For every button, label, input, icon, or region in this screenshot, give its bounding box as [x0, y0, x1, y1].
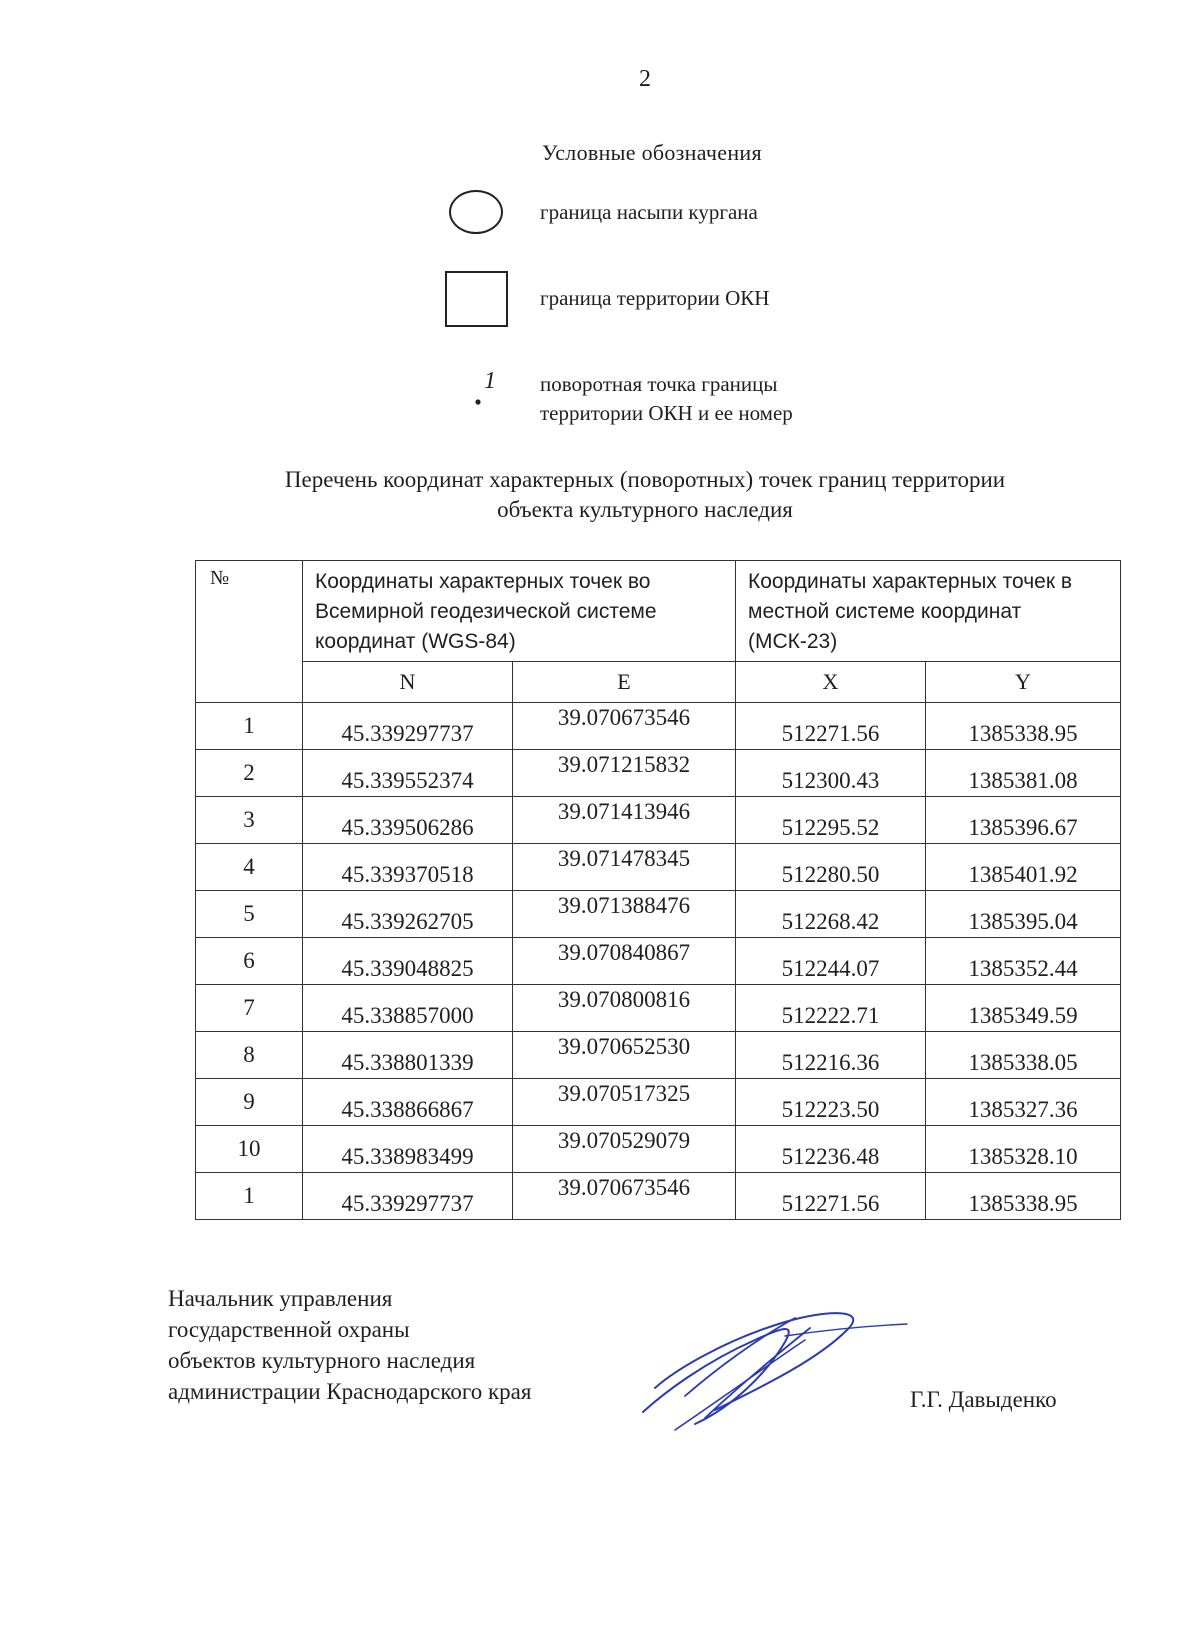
point-number: 1: [484, 368, 496, 394]
table-row: [196, 703, 1121, 750]
cell-y: 1385338.95: [926, 703, 1121, 750]
table-row: [196, 750, 1121, 797]
legend-label-mound: [540, 198, 758, 227]
cell-x: 512300.43: [736, 750, 926, 797]
coordinates-table: [195, 560, 1121, 1220]
cell-number: 1: [196, 1173, 303, 1220]
cell-x: 512268.42: [736, 891, 926, 938]
cell-x: 512271.56: [736, 1173, 926, 1220]
legend-label-line: граница насыпи кургана: [540, 200, 758, 224]
cell-latitude-n: 45.339262705: [303, 891, 513, 938]
cell-number: 7: [196, 985, 303, 1032]
table-row: [196, 1079, 1121, 1126]
coordinates-table-body: [196, 703, 1121, 1220]
cell-x: 512244.07: [736, 938, 926, 985]
cell-x: 512295.52: [736, 797, 926, 844]
cell-number: 1: [196, 703, 303, 750]
table-row: [196, 938, 1121, 985]
cell-number: 3: [196, 797, 303, 844]
cell-x: 512271.56: [736, 703, 926, 750]
cell-latitude-n: 45.339048825: [303, 938, 513, 985]
position-line: администрации Краснодарского края: [168, 1379, 532, 1404]
cell-latitude-n: 45.339506286: [303, 797, 513, 844]
legend-label-line: поворотная точка границы: [540, 372, 778, 396]
position-line: государственной охраны: [168, 1317, 410, 1342]
cell-number: 6: [196, 938, 303, 985]
cell-longitude-e: 39.070840867: [513, 938, 736, 985]
legend-label-territory: [540, 284, 769, 313]
cell-y: 1385328.10: [926, 1126, 1121, 1173]
cell-y: 1385381.08: [926, 750, 1121, 797]
cell-y: 1385352.44: [926, 938, 1121, 985]
table-row: [196, 891, 1121, 938]
table-row: [196, 1032, 1121, 1079]
cell-x: 512222.71: [736, 985, 926, 1032]
legend-label-line: территории ОКН и ее номер: [540, 401, 793, 425]
legend-label-point: [540, 370, 793, 428]
cell-longitude-e: 39.071215832: [513, 750, 736, 797]
cell-y: 1385338.05: [926, 1032, 1121, 1079]
cell-longitude-e: 39.070673546: [513, 1173, 736, 1220]
cell-longitude-e: 39.070673546: [513, 703, 736, 750]
cell-latitude-n: 45.338801339: [303, 1032, 513, 1079]
cell-y: 1385327.36: [926, 1079, 1121, 1126]
position-line: Начальник управления: [168, 1286, 393, 1311]
table-row: [196, 985, 1121, 1032]
cell-y: 1385349.59: [926, 985, 1121, 1032]
circle-icon: [449, 190, 503, 234]
cell-x: 512216.36: [736, 1032, 926, 1079]
cell-number: 8: [196, 1032, 303, 1079]
cell-latitude-n: 45.339552374: [303, 750, 513, 797]
caption-line: Перечень координат характерных (поворотных) точек границ территории: [284, 467, 1006, 492]
table-row: [196, 844, 1121, 891]
cell-longitude-e: 39.071388476: [513, 891, 736, 938]
legend-label-line: граница территории ОКН: [540, 286, 770, 310]
signatory-position: [168, 1283, 531, 1407]
header-wgs84: Координаты характерных точек во Всемирной геодезической системе координат (WGS-84): [303, 561, 736, 662]
table-row: [196, 797, 1121, 844]
cell-longitude-e: 39.070529079: [513, 1126, 736, 1173]
cell-y: 1385338.95: [926, 1173, 1121, 1220]
header-number: №: [196, 561, 303, 703]
cell-longitude-e: 39.070652530: [513, 1032, 736, 1079]
table-caption: [190, 465, 1100, 525]
table-row: [196, 1173, 1121, 1220]
cell-latitude-n: 45.338983499: [303, 1126, 513, 1173]
cell-number: 5: [196, 891, 303, 938]
caption-line: объекта культурного наследия: [497, 497, 793, 522]
header-n: N: [303, 662, 513, 703]
legend-title: Условные обозначения: [542, 140, 762, 165]
cell-number: 10: [196, 1126, 303, 1173]
page-number: 2: [639, 66, 651, 92]
cell-latitude-n: 45.339297737: [303, 703, 513, 750]
header-y: Y: [926, 662, 1121, 703]
cell-x: 512280.50: [736, 844, 926, 891]
cell-x: 512236.48: [736, 1126, 926, 1173]
cell-longitude-e: 39.070517325: [513, 1079, 736, 1126]
cell-y: 1385395.04: [926, 891, 1121, 938]
header-e: E: [513, 662, 736, 703]
square-icon: [445, 271, 508, 327]
handwritten-signature: [635, 1300, 915, 1440]
cell-y: 1385396.67: [926, 797, 1121, 844]
cell-y: 1385401.92: [926, 844, 1121, 891]
table-row: [196, 1126, 1121, 1173]
cell-latitude-n: 45.338857000: [303, 985, 513, 1032]
header-x: X: [736, 662, 926, 703]
cell-number: 4: [196, 844, 303, 891]
position-line: объектов культурного наследия: [168, 1348, 476, 1373]
point-icon: [474, 368, 504, 408]
cell-longitude-e: 39.070800816: [513, 985, 736, 1032]
signatory-name: Г.Г. Давыденко: [910, 1387, 1057, 1412]
cell-x: 512223.50: [736, 1079, 926, 1126]
cell-longitude-e: 39.071413946: [513, 797, 736, 844]
cell-latitude-n: 45.339370518: [303, 844, 513, 891]
cell-latitude-n: 45.338866867: [303, 1079, 513, 1126]
cell-number: 2: [196, 750, 303, 797]
cell-number: 9: [196, 1079, 303, 1126]
header-msk23: Координаты характерных точек в местной системе координат (МСК-23): [736, 561, 1121, 662]
cell-longitude-e: 39.071478345: [513, 844, 736, 891]
cell-latitude-n: 45.339297737: [303, 1173, 513, 1220]
